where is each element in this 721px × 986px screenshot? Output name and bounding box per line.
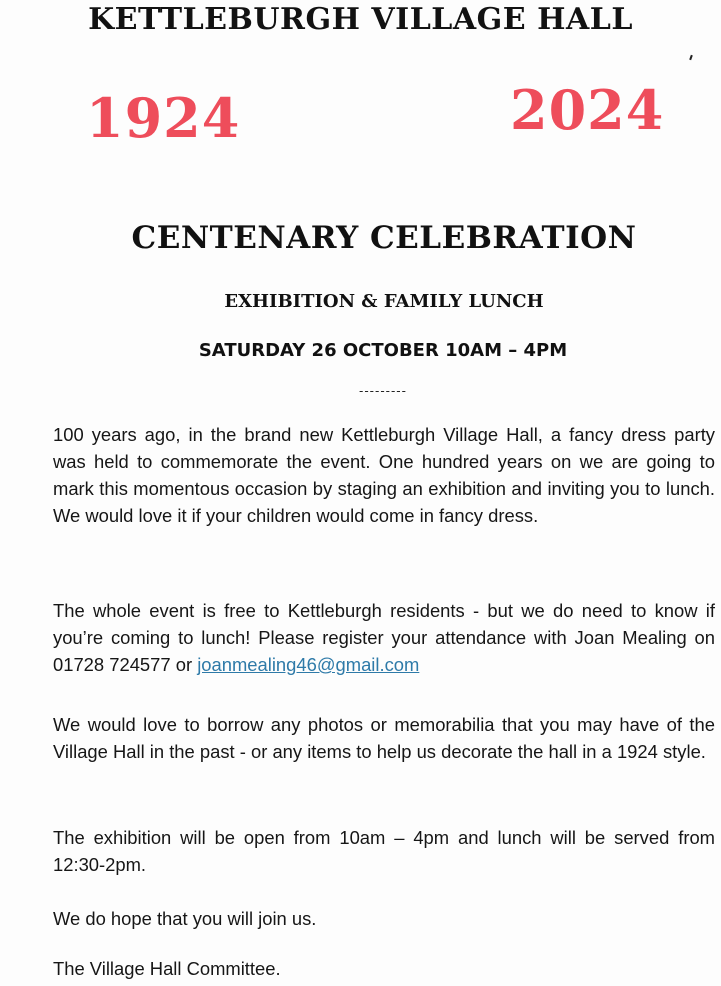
year-end: 2024 — [510, 78, 665, 142]
closing-paragraph: We do hope that you will join us. — [53, 908, 317, 929]
event-headline: CENTENARY CELEBRATION — [131, 220, 637, 256]
event-date-time: SATURDAY 26 OCTOBER 10AM – 4PM — [198, 340, 568, 361]
registration-paragraph — [53, 597, 715, 678]
event-subtitle: EXHIBITION & FAMILY LUNCH — [224, 291, 544, 312]
memorabilia-paragraph: We would love to borrow any photos or memorabilia that you may have of the Village Hall in the past - or any items to help us decorate the hall in a 1924 style. — [53, 714, 715, 762]
contact-email-link[interactable]: joanmealing46@gmail.com — [197, 654, 420, 675]
year-start: 1924 — [86, 86, 241, 150]
registration-text: The whole event is free to Kettleburgh residents - but we do need to know if you’re coming to lunch! Please register your attendance with Joan Mealing on 01728 724577 or — [53, 600, 715, 675]
hall-title: KETTLEBURGH VILLAGE HALL — [88, 2, 633, 37]
scan-speck — [689, 55, 693, 60]
intro-paragraph: 100 years ago, in the brand new Kettleburgh Village Hall, a fancy dress party was held to commemorate the event. One hundred years on we are going to mark this momentous occasion by staging an exhibition and inviting you to lunch. We would love it if your children would come in fancy dress. — [53, 424, 715, 526]
section-divider: --------- — [359, 384, 407, 398]
schedule-paragraph: The exhibition will be open from 10am – 4pm and lunch will be served from 12:30-2pm. — [53, 827, 715, 875]
signoff: The Village Hall Committee. — [53, 958, 281, 979]
